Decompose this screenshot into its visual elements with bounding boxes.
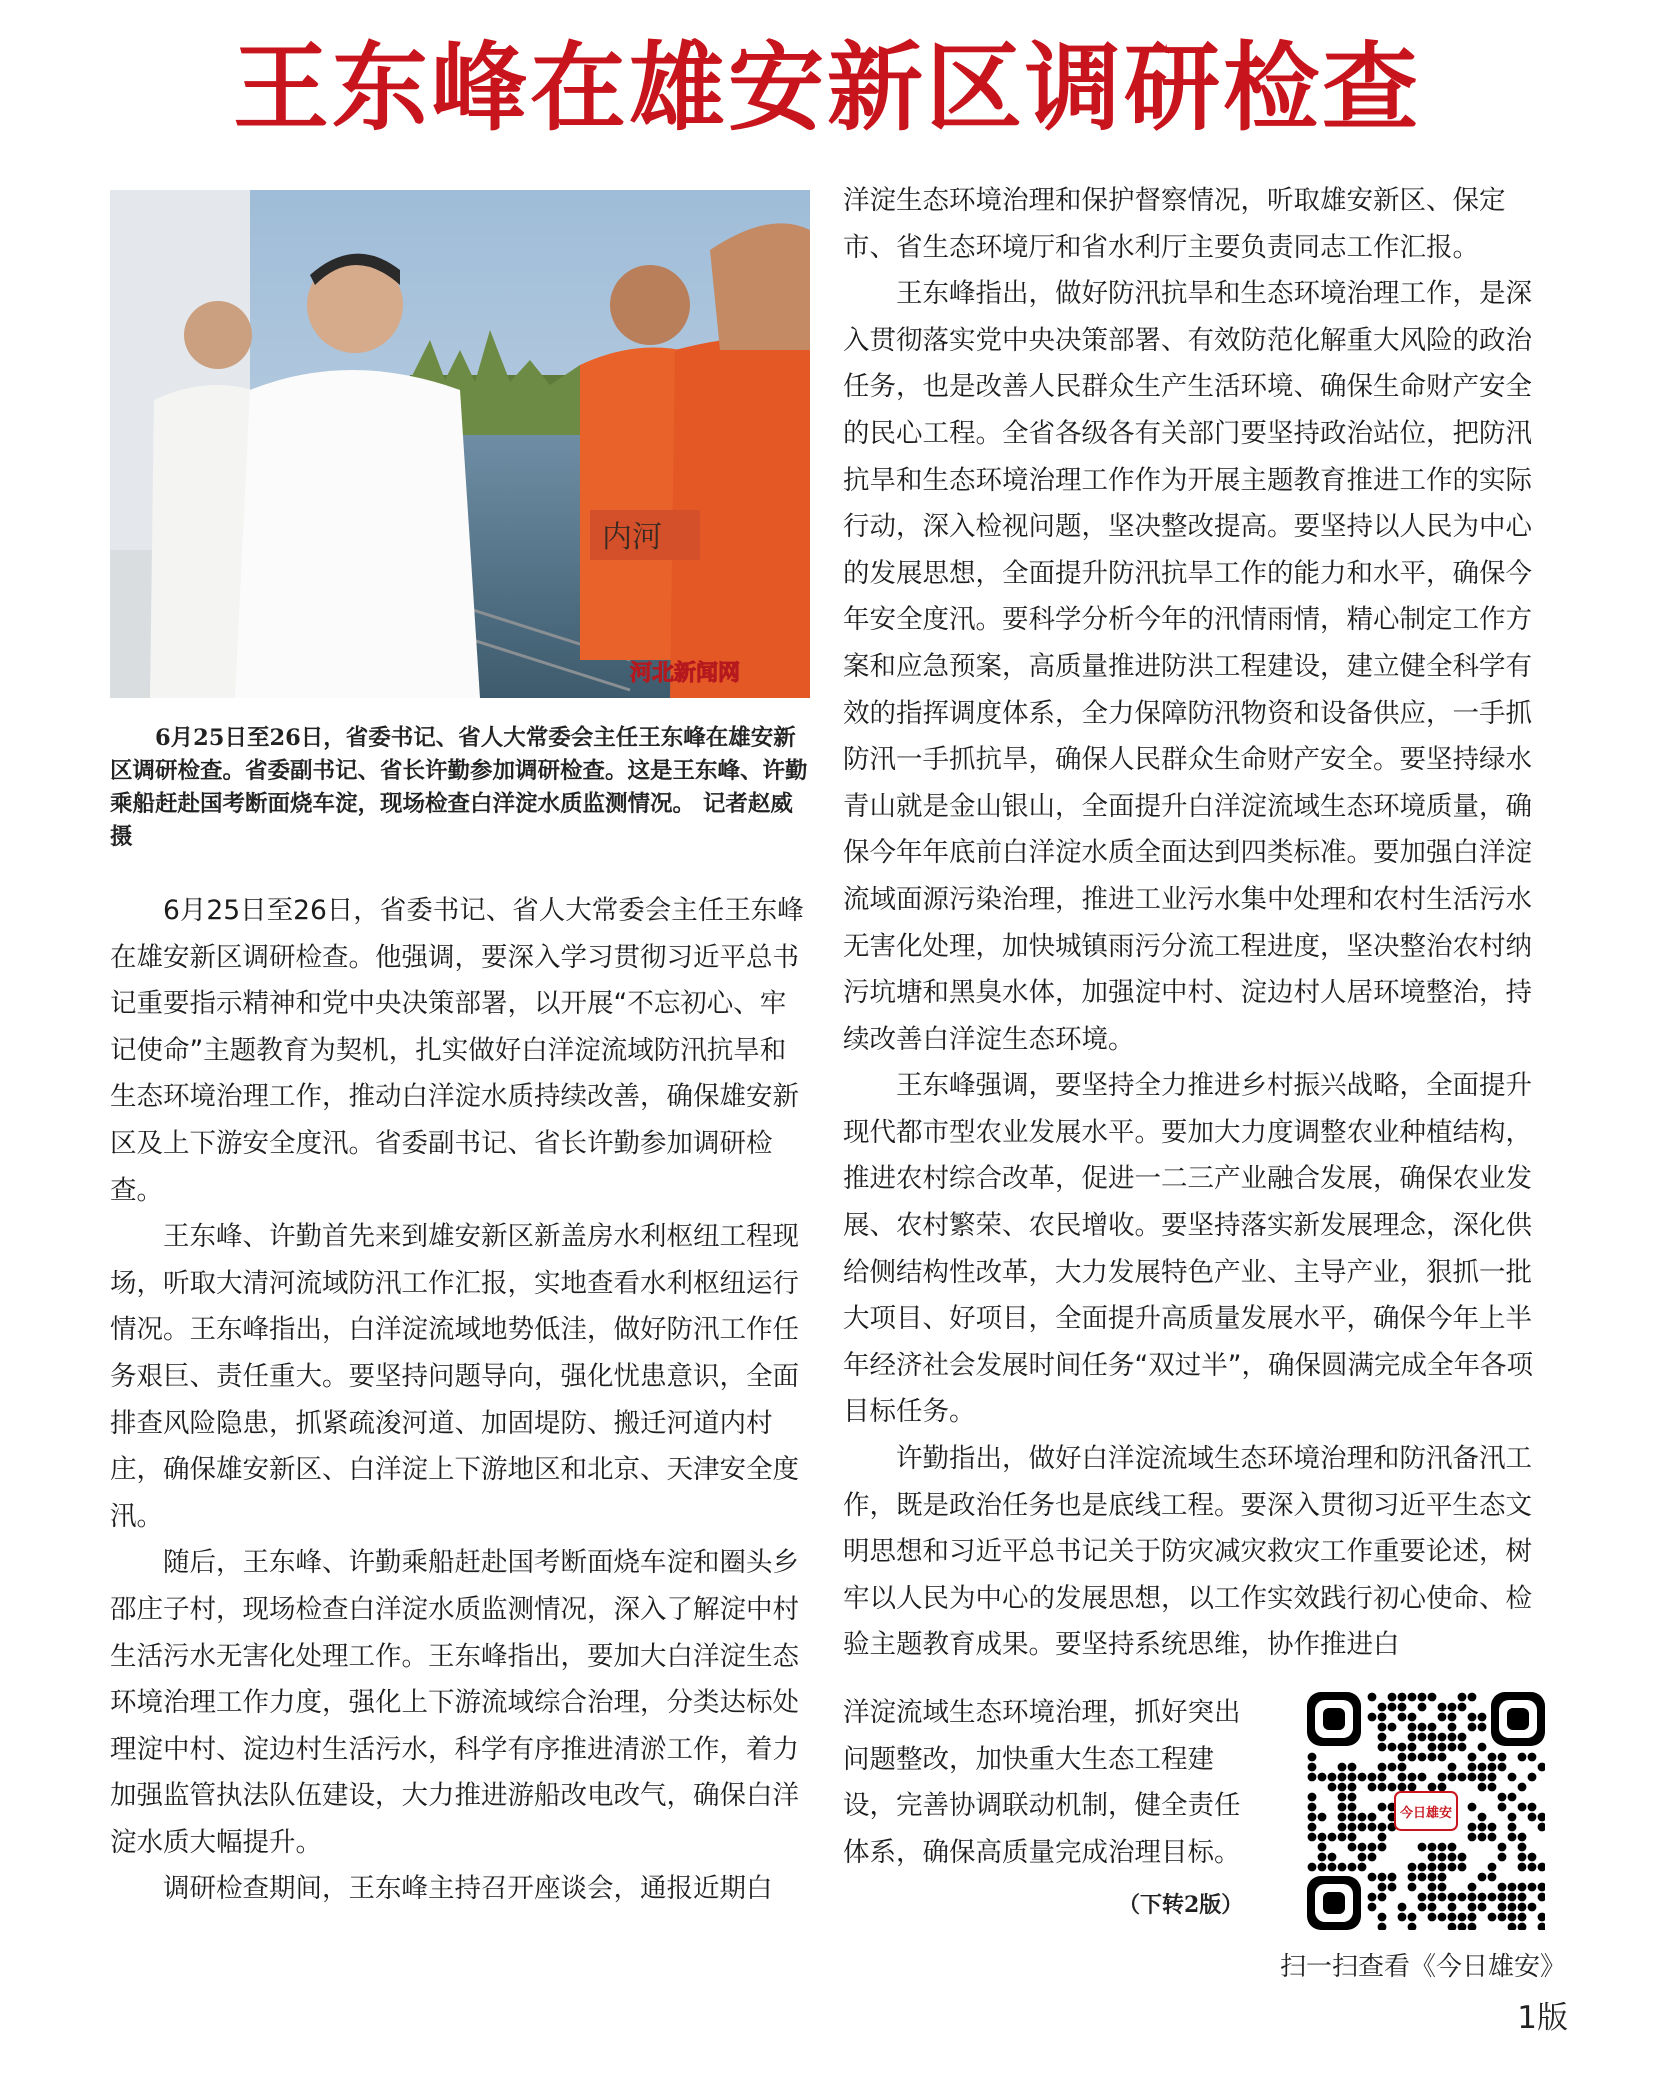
qr-module — [1488, 1783, 1497, 1792]
qr-module — [1448, 1743, 1457, 1752]
qr-module — [1378, 1833, 1387, 1842]
qr-module — [1448, 1733, 1457, 1742]
qr-module — [1328, 1833, 1337, 1842]
qr-module — [1448, 1703, 1457, 1712]
qr-module — [1428, 1753, 1437, 1762]
article-paragraph: 王东峰强调，要坚持全力推进乡村振兴战略，全面提升现代都市型农业发展水平。要加大力度调整农业种植结构，推进农村综合改革，促进一二三产业融合发展，确保农业发展、农村繁荣、农民增收。要坚持落实新发展理念，深化供给侧结构性改革，大力发展特色产业、主导产业，狠抓一批大项目、好项目，全面提升高质量发展水平，确保今年上半年经济社会发展时间任务“双过半”，确保圆满完成全年各项目标任务。 — [843, 1070, 1533, 1428]
qr-module — [1538, 1883, 1545, 1892]
qr-module — [1448, 1723, 1457, 1732]
qr-module — [1438, 1753, 1447, 1762]
article-continuation: 洋淀生态环境治理和保护督察情况，听取雄安新区、保定市、省生态环境厅和省水利厅主要负责同志工作汇报。 — [843, 185, 1506, 263]
qr-module — [1468, 1913, 1477, 1922]
qr-module — [1408, 1913, 1417, 1922]
qr-module — [1448, 1843, 1457, 1852]
qr-module — [1508, 1883, 1517, 1892]
qr-module — [1388, 1723, 1397, 1732]
qr-module — [1488, 1753, 1497, 1762]
qr-module — [1348, 1823, 1357, 1832]
qr-module — [1328, 1783, 1337, 1792]
qr-module — [1308, 1863, 1317, 1872]
qr-module — [1468, 1773, 1477, 1782]
qr-module — [1438, 1893, 1447, 1902]
qr-module — [1438, 1873, 1447, 1882]
qr-module — [1398, 1713, 1407, 1722]
qr-module — [1518, 1883, 1527, 1892]
qr-module — [1468, 1723, 1477, 1732]
qr-module — [1308, 1773, 1317, 1782]
qr-module — [1338, 1763, 1347, 1772]
qr-module — [1528, 1813, 1537, 1822]
qr-module — [1438, 1773, 1447, 1782]
qr-module — [1308, 1753, 1317, 1762]
article-continuation-bottom: 洋淀流域生态环境治理，抓好突出问题整改，加快重大生态工程建设，完善协调联动机制，健全责任体系，确保高质量完成治理目标。 — [843, 1697, 1241, 1868]
qr-caption: 扫一扫查看《今日雄安》 — [1280, 1952, 1567, 1982]
qr-module — [1498, 1903, 1507, 1912]
qr-module — [1458, 1773, 1467, 1782]
qr-module — [1378, 1723, 1387, 1732]
qr-module — [1388, 1873, 1397, 1882]
qr-module — [1518, 1843, 1527, 1852]
qr-module — [1458, 1733, 1467, 1742]
qr-module — [1378, 1713, 1387, 1722]
qr-module — [1338, 1803, 1347, 1812]
qr-module — [1448, 1853, 1457, 1862]
qr-module — [1488, 1833, 1497, 1842]
qr-module — [1398, 1773, 1407, 1782]
qr-module — [1328, 1853, 1337, 1862]
qr-module — [1528, 1803, 1537, 1812]
qr-module — [1428, 1783, 1437, 1792]
qr-module — [1388, 1763, 1397, 1772]
qr-module — [1528, 1853, 1537, 1862]
qr-module — [1498, 1763, 1507, 1772]
qr-module — [1448, 1863, 1457, 1872]
qr-module — [1478, 1823, 1487, 1832]
qr-module — [1388, 1743, 1397, 1752]
qr-module — [1338, 1783, 1347, 1792]
qr-module — [1478, 1813, 1487, 1822]
qr-module — [1468, 1763, 1477, 1772]
qr-module — [1438, 1843, 1447, 1852]
qr-module — [1418, 1773, 1427, 1782]
qr-module — [1538, 1763, 1545, 1772]
qr-module — [1478, 1743, 1487, 1752]
qr-module — [1358, 1823, 1367, 1832]
qr-module — [1378, 1773, 1387, 1782]
qr-module — [1338, 1863, 1347, 1872]
article-paragraph: 随后，王东峰、许勤乘船赶赴国考断面烧车淀和圈头乡邵庄子村，现场检查白洋淀水质监测情况，深入了解淀中村生活污水无害化处理工作。王东峰指出，要加大白洋淀生态环境治理工作力度，强化上下游流域综合治理，分类达标处理淀中村、淀边村生活污水，科学有序推进清淤工作，着力加强监管执法队伍建设，大力推进游船改电改气，确保白洋淀水质大幅提升。 — [110, 1547, 799, 1858]
qr-module — [1478, 1763, 1487, 1772]
qr-module — [1328, 1863, 1337, 1872]
qr-module — [1428, 1843, 1437, 1852]
qr-module — [1418, 1753, 1427, 1762]
qr-module — [1318, 1813, 1327, 1822]
qr-module — [1348, 1783, 1357, 1792]
qr-module — [1428, 1913, 1437, 1922]
qr-module — [1458, 1863, 1467, 1872]
qr-module — [1408, 1733, 1417, 1742]
qr-module — [1428, 1743, 1437, 1752]
news-photo — [110, 190, 810, 698]
qr-module — [1508, 1913, 1517, 1922]
qr-module — [1368, 1893, 1377, 1902]
qr-module — [1398, 1903, 1407, 1912]
qr-module — [1378, 1703, 1387, 1712]
article-right-column — [843, 178, 1546, 1669]
qr-module — [1368, 1773, 1377, 1782]
qr-module — [1398, 1703, 1407, 1712]
qr-module — [1428, 1853, 1437, 1862]
qr-module — [1468, 1693, 1477, 1702]
qr-module — [1478, 1833, 1487, 1842]
qr-module — [1528, 1883, 1537, 1892]
qr-module — [1538, 1923, 1545, 1930]
qr-module — [1448, 1903, 1457, 1912]
qr-module — [1368, 1813, 1377, 1822]
qr-module — [1408, 1753, 1417, 1762]
photo-watermark: 河北新闻网 — [630, 660, 741, 686]
qr-module — [1468, 1753, 1477, 1762]
qr-module — [1498, 1893, 1507, 1902]
qr-module — [1528, 1753, 1537, 1762]
qr-module — [1478, 1893, 1487, 1902]
qr-module — [1418, 1893, 1427, 1902]
qr-module — [1308, 1813, 1317, 1822]
qr-module — [1468, 1923, 1477, 1930]
qr-module — [1448, 1713, 1457, 1722]
qr-module — [1428, 1863, 1437, 1872]
qr-module — [1368, 1823, 1377, 1832]
qr-module — [1508, 1903, 1517, 1912]
qr-module — [1458, 1703, 1467, 1712]
qr-module — [1438, 1883, 1447, 1892]
photo-caption — [110, 722, 810, 854]
qr-module — [1348, 1773, 1357, 1782]
qr-module — [1398, 1743, 1407, 1752]
qr-module — [1468, 1823, 1477, 1832]
qr-module — [1518, 1753, 1527, 1762]
qr-module — [1498, 1753, 1507, 1762]
qr-module — [1308, 1803, 1317, 1812]
qr-module — [1438, 1733, 1447, 1742]
qr-module — [1438, 1713, 1447, 1722]
qr-module — [1438, 1783, 1447, 1792]
qr-logo-label: 今日雄安 — [1399, 1806, 1453, 1821]
qr-module — [1318, 1833, 1327, 1842]
qr-module — [1368, 1713, 1377, 1722]
article-paragraph: 王东峰、许勤首先来到雄安新区新盖房水利枢纽工程现场，听取大清河流域防汛工作汇报，实地查看水利枢纽运行情况。王东峰指出，白洋淀流域地势低洼，做好防汛工作任务艰巨、责任重大。要坚持问题导向，强化忧患意识，全面排查风险隐患，抓紧疏浚河道、加固堤防、搬迁河道内村庄，确保雄安新区、白洋淀上下游地区和北京、天津安全度汛。 — [110, 1221, 799, 1532]
qr-module — [1428, 1693, 1437, 1702]
qr-module — [1388, 1883, 1397, 1892]
qr-module — [1368, 1693, 1377, 1702]
qr-module — [1398, 1913, 1407, 1922]
qr-module — [1468, 1893, 1477, 1902]
qr-module — [1388, 1783, 1397, 1792]
qr-module — [1488, 1893, 1497, 1902]
qr-module — [1418, 1723, 1427, 1732]
qr-module — [1438, 1913, 1447, 1922]
article-paragraph: 王东峰指出，做好防汛抗旱和生态环境治理工作，是深入贯彻落实党中央决策部署、有效防范化解重大风险的政治任务，也是改善人民群众生产生活环境、确保生命财产安全的民心工程。全省各级各有关部门要坚持政治站位，把防汛抗旱和生态环境治理工作作为开展主题教育推进工作的实际行动，深入检视问题，坚决整改提高。要坚持以人民为中心的发展思想，全面提升防汛抗旱工作的能力和水平，确保今年安全度汛。要科学分析今年的汛情雨情，精心制定工作方案和应急预案，高质量推进防洪工程建设，建立健全科学有效的指挥调度体系，全力保障防汛物资和设备供应，一手抓防汛一手抓抗旱，确保人民群众生命财产安全。要坚持绿水青山就是金山银山，全面提升白洋淀流域生态环境质量，确保今年年底前白洋淀水质全面达到四类标准。要加强白洋淀流域面源污染治理，推进工业污水集中处理和农村生活污水无害化处理，加快城镇雨污分流工程进度，坚决整治农村纳污坑塘和黑臭水体，加强淀中村、淀边村人居环境整治，持续改善白洋淀生态环境。 — [843, 278, 1532, 1055]
qr-module — [1368, 1843, 1377, 1852]
qr-module — [1398, 1783, 1407, 1792]
qr-module — [1348, 1813, 1357, 1822]
qr-module — [1458, 1693, 1467, 1702]
qr-module — [1318, 1843, 1327, 1852]
qr-module — [1488, 1913, 1497, 1922]
qr-module — [1338, 1823, 1347, 1832]
qr-module — [1468, 1803, 1477, 1812]
qr-module — [1508, 1893, 1517, 1902]
qr-module — [1358, 1863, 1367, 1872]
qr-module — [1428, 1883, 1437, 1892]
qr-module — [1308, 1833, 1317, 1842]
qr-module — [1508, 1793, 1517, 1802]
qr-module — [1308, 1793, 1317, 1802]
qr-module — [1508, 1773, 1517, 1782]
qr-module — [1488, 1823, 1497, 1832]
qr-module — [1448, 1893, 1457, 1902]
qr-module — [1508, 1813, 1517, 1822]
qr-module — [1468, 1903, 1477, 1912]
continued-note: （下转2版） — [1118, 1892, 1244, 1918]
qr-module — [1458, 1853, 1467, 1862]
qr-module — [1518, 1903, 1527, 1912]
qr-module — [1428, 1893, 1437, 1902]
qr-module — [1348, 1793, 1357, 1802]
qr-module — [1418, 1903, 1427, 1912]
qr-module — [1478, 1783, 1487, 1792]
qr-module — [1398, 1753, 1407, 1762]
qr-module — [1498, 1853, 1507, 1862]
qr-module — [1408, 1723, 1417, 1732]
qr-module — [1378, 1923, 1387, 1930]
article-paragraph: 许勤指出，做好白洋淀流域生态环境治理和防汛备汛工作，既是政治任务也是底线工程。要深入贯彻习近平生态文明思想和习近平总书记关于防灾减灾救灾工作重要论述，树牢以人民为中心的发展思想，以工作实效践行初心使命、检验主题教育成果。要坚持系统思维，协作推进白 — [843, 1443, 1532, 1661]
qr-module — [1358, 1843, 1367, 1852]
qr-module — [1478, 1713, 1487, 1722]
qr-module — [1528, 1863, 1537, 1872]
qr-module — [1438, 1703, 1447, 1712]
qr-module — [1408, 1743, 1417, 1752]
qr-module — [1358, 1853, 1367, 1862]
qr-module — [1488, 1863, 1497, 1872]
qr-module — [1348, 1763, 1357, 1772]
qr-module — [1538, 1813, 1545, 1822]
qr-module — [1408, 1863, 1417, 1872]
qr-module — [1488, 1763, 1497, 1772]
article-bottom-column — [843, 1690, 1253, 1876]
qr-module — [1398, 1693, 1407, 1702]
qr-module — [1368, 1783, 1377, 1792]
qr-module — [1478, 1723, 1487, 1732]
qr-module — [1458, 1913, 1467, 1922]
qr-module — [1458, 1923, 1467, 1930]
qr-module — [1378, 1823, 1387, 1832]
qr-module — [1338, 1833, 1347, 1842]
qr-module — [1448, 1923, 1457, 1930]
qr-module — [1528, 1903, 1537, 1912]
qr-module — [1418, 1733, 1427, 1742]
vest-text: 内河 — [602, 520, 662, 555]
qr-module — [1478, 1903, 1487, 1912]
qr-module — [1478, 1873, 1487, 1882]
qr-module — [1468, 1883, 1477, 1892]
qr-module — [1338, 1793, 1347, 1802]
qr-module — [1378, 1743, 1387, 1752]
qr-module — [1318, 1853, 1327, 1862]
qr-module — [1408, 1883, 1417, 1892]
qr-module — [1398, 1763, 1407, 1772]
qr-module — [1348, 1843, 1357, 1852]
qr-module — [1528, 1773, 1537, 1782]
qr-module — [1408, 1713, 1417, 1722]
qr-module — [1308, 1823, 1317, 1832]
qr-module — [1498, 1843, 1507, 1852]
qr-module — [1418, 1863, 1427, 1872]
qr-module — [1408, 1873, 1417, 1882]
qr-code[interactable] — [1307, 1692, 1545, 1930]
qr-module — [1378, 1843, 1387, 1852]
qr-module — [1378, 1913, 1387, 1922]
qr-module — [1358, 1773, 1367, 1782]
qr-module — [1388, 1703, 1397, 1712]
qr-module — [1438, 1853, 1447, 1862]
qr-module — [1378, 1873, 1387, 1882]
qr-module — [1378, 1883, 1387, 1892]
qr-module — [1408, 1693, 1417, 1702]
article-paragraph: 调研检查期间，王东峰主持召开座谈会，通报近期白 — [163, 1873, 773, 1905]
qr-module — [1408, 1773, 1417, 1782]
qr-module — [1408, 1783, 1417, 1792]
qr-module — [1348, 1863, 1357, 1872]
qr-module — [1438, 1863, 1447, 1872]
qr-module — [1518, 1783, 1527, 1792]
qr-module — [1318, 1863, 1327, 1872]
qr-module — [1428, 1723, 1437, 1732]
qr-module — [1378, 1763, 1387, 1772]
qr-module — [1508, 1923, 1517, 1930]
qr-module — [1498, 1793, 1507, 1802]
qr-module — [1358, 1813, 1367, 1822]
page-number: 1版 — [1517, 2000, 1568, 2036]
qr-module — [1378, 1803, 1387, 1812]
qr-module — [1518, 1833, 1527, 1842]
qr-module — [1368, 1903, 1377, 1912]
qr-module — [1438, 1743, 1447, 1752]
qr-module — [1418, 1703, 1427, 1712]
qr-module — [1408, 1923, 1417, 1930]
qr-module — [1308, 1763, 1317, 1772]
qr-module — [1498, 1803, 1507, 1812]
qr-module — [1538, 1863, 1545, 1872]
qr-module — [1418, 1843, 1427, 1852]
qr-module — [1518, 1853, 1527, 1862]
qr-module — [1488, 1873, 1497, 1882]
qr-module — [1428, 1873, 1437, 1882]
qr-module — [1498, 1913, 1507, 1922]
qr-module — [1428, 1903, 1437, 1912]
qr-module — [1338, 1773, 1347, 1782]
qr-module — [1388, 1693, 1397, 1702]
qr-module — [1478, 1773, 1487, 1782]
qr-module — [1318, 1773, 1327, 1782]
qr-module — [1328, 1773, 1337, 1782]
qr-module — [1348, 1803, 1357, 1812]
qr-module — [1418, 1873, 1427, 1882]
qr-module — [1448, 1773, 1457, 1782]
qr-module — [1448, 1763, 1457, 1772]
qr-module — [1518, 1803, 1527, 1812]
qr-module — [1518, 1923, 1527, 1930]
qr-module — [1448, 1913, 1457, 1922]
qr-module — [1538, 1913, 1545, 1922]
qr-module — [1458, 1743, 1467, 1752]
qr-module — [1378, 1783, 1387, 1792]
qr-module — [1458, 1893, 1467, 1902]
article-left-column — [110, 888, 810, 1913]
qr-module — [1538, 1823, 1545, 1832]
qr-module — [1468, 1713, 1477, 1722]
qr-module — [1508, 1823, 1517, 1832]
qr-module — [1488, 1773, 1497, 1782]
photo-caption-text: 6月25日至26日，省委书记、省人大常委会主任王东峰在雄安新区调研检查。省委副书记、省长许勤参加调研检查。这是王东峰、许勤乘船赶赴国考断面烧车淀，现场检查白洋淀水质监测情况。 记者赵威摄 — [110, 725, 808, 850]
qr-module — [1498, 1883, 1507, 1892]
qr-module — [1368, 1853, 1377, 1862]
qr-module — [1368, 1873, 1377, 1882]
qr-module — [1518, 1863, 1527, 1872]
qr-module — [1508, 1833, 1517, 1842]
qr-module — [1518, 1913, 1527, 1922]
qr-module — [1468, 1833, 1477, 1842]
article-paragraph: 6月25日至26日，省委书记、省人大常委会主任王东峰在雄安新区调研检查。他强调，要深入学习贯彻习近平总书记重要指示精神和党中央决策部署，以开展“不忘初心、牢记使命”主题教育为契机，扎实做好白洋淀流域防汛抗旱和生态环境治理工作，推动白洋淀水质持续改善，确保雄安新区及上下游安全度汛。省委副书记、省长许勤参加调研检查。 — [110, 895, 804, 1206]
qr-module — [1338, 1813, 1347, 1822]
qr-module — [1378, 1733, 1387, 1742]
headline: 王东峰在雄安新区调研检查 — [233, 31, 1421, 144]
qr-module — [1428, 1733, 1437, 1742]
qr-module — [1348, 1833, 1357, 1842]
qr-module — [1418, 1693, 1427, 1702]
qr-code-graphic — [1307, 1692, 1545, 1930]
qr-module — [1518, 1893, 1527, 1902]
qr-module — [1538, 1893, 1545, 1902]
qr-module — [1378, 1893, 1387, 1902]
